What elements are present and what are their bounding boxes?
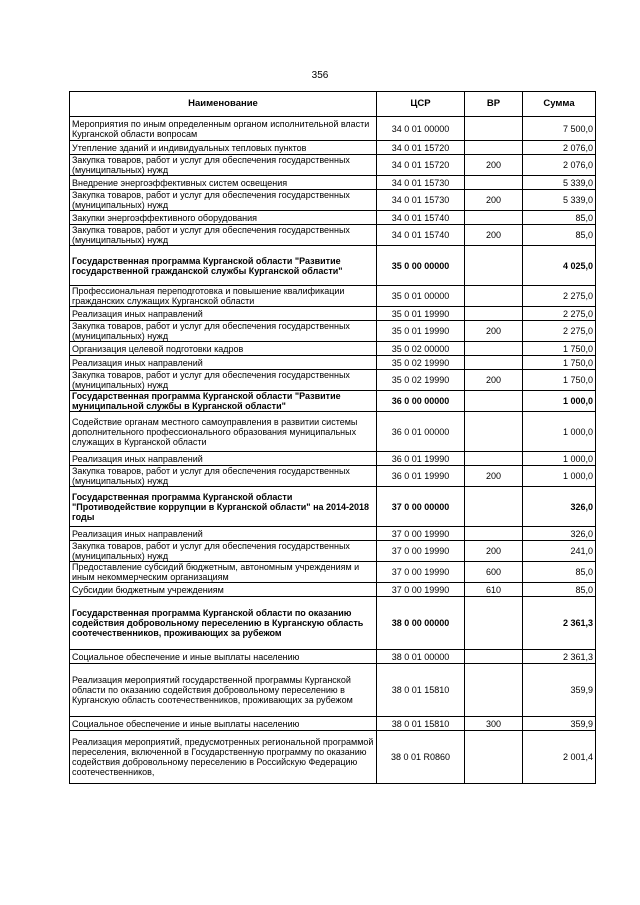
row-sum-cell: 2 275,0 xyxy=(523,321,596,342)
row-csr-cell: 34 0 01 15740 xyxy=(377,225,465,246)
row-csr-cell: 37 0 00 19990 xyxy=(377,541,465,562)
table-row xyxy=(70,527,596,541)
table-row xyxy=(70,583,596,597)
row-name-cell: Закупка товаров, работ и услуг для обеспечения государственных (муниципальных) нужд xyxy=(70,541,377,562)
table-row xyxy=(70,664,596,717)
table-row xyxy=(70,176,596,190)
row-vr-cell xyxy=(465,731,523,784)
table-row xyxy=(70,225,596,246)
row-csr-cell: 34 0 01 15730 xyxy=(377,176,465,190)
row-sum-cell: 1 000,0 xyxy=(523,452,596,466)
table-body xyxy=(70,117,596,784)
row-vr-cell xyxy=(465,597,523,650)
row-name-cell: Государственная программа Курганской области по оказанию содействия добровольному переселению в Курганскую область соотечественников, проживающих за рубежом xyxy=(70,597,377,650)
row-name-cell: Государственная программа Курганской области "Развитие муниципальной службы в Курганской области" xyxy=(70,391,377,412)
column-header-csr: ЦСР xyxy=(377,92,465,117)
row-name-cell: Социальное обеспечение и иные выплаты населению xyxy=(70,717,377,731)
row-vr-cell xyxy=(465,391,523,412)
row-csr-cell: 35 0 02 00000 xyxy=(377,342,465,356)
row-name-cell: Реализация иных направлений xyxy=(70,527,377,541)
row-name-cell: Закупка товаров, работ и услуг для обеспечения государственных (муниципальных) нужд xyxy=(70,321,377,342)
row-vr-cell xyxy=(465,246,523,286)
row-csr-cell: 37 0 00 19990 xyxy=(377,583,465,597)
row-name-cell: Закупка товаров, работ и услуг для обеспечения государственных (муниципальных) нужд xyxy=(70,370,377,391)
row-name-cell: Мероприятия по иным определенным органом исполнительной власти Курганской области вопросам xyxy=(70,117,377,141)
table-header-row xyxy=(70,92,596,117)
row-name-cell: Государственная программа Курганской области "Противодействие коррупции в Курганской области" на 2014-2018 годы xyxy=(70,487,377,527)
row-csr-cell: 35 0 00 00000 xyxy=(377,246,465,286)
row-csr-cell: 38 0 01 00000 xyxy=(377,650,465,664)
row-sum-cell: 359,9 xyxy=(523,664,596,717)
row-vr-cell: 200 xyxy=(465,370,523,391)
column-header-sum: Сумма xyxy=(523,92,596,117)
row-sum-cell: 85,0 xyxy=(523,583,596,597)
row-vr-cell xyxy=(465,211,523,225)
row-sum-cell: 2 001,4 xyxy=(523,731,596,784)
page-number: 356 xyxy=(311,70,329,81)
row-sum-cell: 2 361,3 xyxy=(523,597,596,650)
row-sum-cell: 2 076,0 xyxy=(523,141,596,155)
row-csr-cell: 37 0 00 00000 xyxy=(377,487,465,527)
row-csr-cell: 34 0 01 15720 xyxy=(377,155,465,176)
row-vr-cell xyxy=(465,527,523,541)
row-sum-cell: 5 339,0 xyxy=(523,176,596,190)
row-vr-cell xyxy=(465,452,523,466)
row-name-cell: Субсидии бюджетным учреждениям xyxy=(70,583,377,597)
table-row xyxy=(70,155,596,176)
table-row xyxy=(70,717,596,731)
budget-table xyxy=(69,91,596,784)
row-vr-cell xyxy=(465,487,523,527)
table-row xyxy=(70,541,596,562)
row-sum-cell: 85,0 xyxy=(523,225,596,246)
table-row xyxy=(70,211,596,225)
row-name-cell: Утепление зданий и индивидуальных тепловых пунктов xyxy=(70,141,377,155)
table-row xyxy=(70,731,596,784)
table-row xyxy=(70,391,596,412)
row-vr-cell xyxy=(465,117,523,141)
row-sum-cell: 4 025,0 xyxy=(523,246,596,286)
row-sum-cell: 5 339,0 xyxy=(523,190,596,211)
row-csr-cell: 36 0 01 00000 xyxy=(377,412,465,452)
table-row xyxy=(70,356,596,370)
row-vr-cell: 610 xyxy=(465,583,523,597)
table-row xyxy=(70,412,596,452)
row-sum-cell: 85,0 xyxy=(523,211,596,225)
row-name-cell: Государственная программа Курганской области "Развитие государственной гражданской службы Курганской области" xyxy=(70,246,377,286)
row-vr-cell xyxy=(465,412,523,452)
row-name-cell: Предоставление субсидий бюджетным, автономным учреждениям и иным некоммерческим организациям xyxy=(70,562,377,583)
column-header-name: Наименование xyxy=(70,92,377,117)
row-csr-cell: 35 0 02 19990 xyxy=(377,356,465,370)
column-header-vr: ВР xyxy=(465,92,523,117)
row-vr-cell: 200 xyxy=(465,190,523,211)
row-csr-cell: 36 0 00 00000 xyxy=(377,391,465,412)
row-csr-cell: 34 0 01 00000 xyxy=(377,117,465,141)
row-vr-cell: 200 xyxy=(465,321,523,342)
row-name-cell: Профессиональная переподготовка и повышение квалификации гражданских служащих Курганской области xyxy=(70,286,377,307)
row-csr-cell: 38 0 00 00000 xyxy=(377,597,465,650)
table-row xyxy=(70,321,596,342)
row-csr-cell: 35 0 02 19990 xyxy=(377,370,465,391)
row-csr-cell: 36 0 01 19990 xyxy=(377,452,465,466)
row-name-cell: Закупка товаров, работ и услуг для обеспечения государственных (муниципальных) нужд xyxy=(70,155,377,176)
table-row xyxy=(70,466,596,487)
row-sum-cell: 1 000,0 xyxy=(523,391,596,412)
row-vr-cell: 200 xyxy=(465,155,523,176)
row-name-cell: Реализация иных направлений xyxy=(70,452,377,466)
row-vr-cell: 200 xyxy=(465,225,523,246)
row-vr-cell xyxy=(465,664,523,717)
row-vr-cell xyxy=(465,356,523,370)
row-vr-cell: 600 xyxy=(465,562,523,583)
row-csr-cell: 35 0 01 19990 xyxy=(377,321,465,342)
row-csr-cell: 38 0 01 15810 xyxy=(377,664,465,717)
row-sum-cell: 359,9 xyxy=(523,717,596,731)
row-vr-cell xyxy=(465,141,523,155)
row-vr-cell: 200 xyxy=(465,541,523,562)
row-name-cell: Внедрение энергоэффективных систем освещения xyxy=(70,176,377,190)
row-sum-cell: 1 750,0 xyxy=(523,342,596,356)
table-row xyxy=(70,286,596,307)
row-name-cell: Закупки энергоэффективного оборудования xyxy=(70,211,377,225)
row-csr-cell: 36 0 01 19990 xyxy=(377,466,465,487)
row-name-cell: Реализация иных направлений xyxy=(70,307,377,321)
row-vr-cell: 300 xyxy=(465,717,523,731)
row-name-cell: Социальное обеспечение и иные выплаты населению xyxy=(70,650,377,664)
row-sum-cell: 2 361,3 xyxy=(523,650,596,664)
row-csr-cell: 37 0 00 19990 xyxy=(377,562,465,583)
row-sum-cell: 1 750,0 xyxy=(523,356,596,370)
row-csr-cell: 34 0 01 15730 xyxy=(377,190,465,211)
row-name-cell: Реализация иных направлений xyxy=(70,356,377,370)
table-row xyxy=(70,190,596,211)
row-vr-cell xyxy=(465,176,523,190)
table-row xyxy=(70,342,596,356)
row-sum-cell: 7 500,0 xyxy=(523,117,596,141)
table-row xyxy=(70,141,596,155)
row-vr-cell xyxy=(465,342,523,356)
row-vr-cell xyxy=(465,286,523,307)
row-sum-cell: 326,0 xyxy=(523,527,596,541)
row-sum-cell: 85,0 xyxy=(523,562,596,583)
table-row xyxy=(70,650,596,664)
table-row xyxy=(70,487,596,527)
row-name-cell: Закупка товаров, работ и услуг для обеспечения государственных (муниципальных) нужд xyxy=(70,225,377,246)
row-name-cell: Закупка товаров, работ и услуг для обеспечения государственных (муниципальных) нужд xyxy=(70,466,377,487)
row-csr-cell: 37 0 00 19990 xyxy=(377,527,465,541)
row-name-cell: Реализация мероприятий, предусмотренных региональной программой переселения, включенной в Государственную программу по оказанию содействия добровольному переселению в Российскую Федерацию соотечественников, xyxy=(70,731,377,784)
row-sum-cell: 2 275,0 xyxy=(523,307,596,321)
table-row xyxy=(70,597,596,650)
row-sum-cell: 326,0 xyxy=(523,487,596,527)
row-name-cell: Реализация мероприятий государственной программы Курганской области по оказанию содействия добровольному переселению в Курганскую область соотечественников, проживающих за рубежом xyxy=(70,664,377,717)
row-csr-cell: 35 0 01 19990 xyxy=(377,307,465,321)
row-sum-cell: 241,0 xyxy=(523,541,596,562)
table-row xyxy=(70,452,596,466)
row-name-cell: Организация целевой подготовки кадров xyxy=(70,342,377,356)
table-row xyxy=(70,117,596,141)
row-vr-cell xyxy=(465,650,523,664)
row-sum-cell: 1 000,0 xyxy=(523,412,596,452)
row-vr-cell: 200 xyxy=(465,466,523,487)
row-sum-cell: 1 750,0 xyxy=(523,370,596,391)
row-csr-cell: 34 0 01 15740 xyxy=(377,211,465,225)
row-sum-cell: 1 000,0 xyxy=(523,466,596,487)
table-row xyxy=(70,246,596,286)
row-csr-cell: 34 0 01 15720 xyxy=(377,141,465,155)
row-vr-cell xyxy=(465,307,523,321)
row-sum-cell: 2 076,0 xyxy=(523,155,596,176)
row-name-cell: Содействие органам местного самоуправления в развитии системы дополнительного профессионального образования муниципальных служащих в Курганской области xyxy=(70,412,377,452)
row-name-cell: Закупка товаров, работ и услуг для обеспечения государственных (муниципальных) нужд xyxy=(70,190,377,211)
row-csr-cell: 38 0 01 15810 xyxy=(377,717,465,731)
row-csr-cell: 38 0 01 R0860 xyxy=(377,731,465,784)
table-row xyxy=(70,370,596,391)
row-sum-cell: 2 275,0 xyxy=(523,286,596,307)
table-row xyxy=(70,307,596,321)
table-row xyxy=(70,562,596,583)
row-csr-cell: 35 0 01 00000 xyxy=(377,286,465,307)
